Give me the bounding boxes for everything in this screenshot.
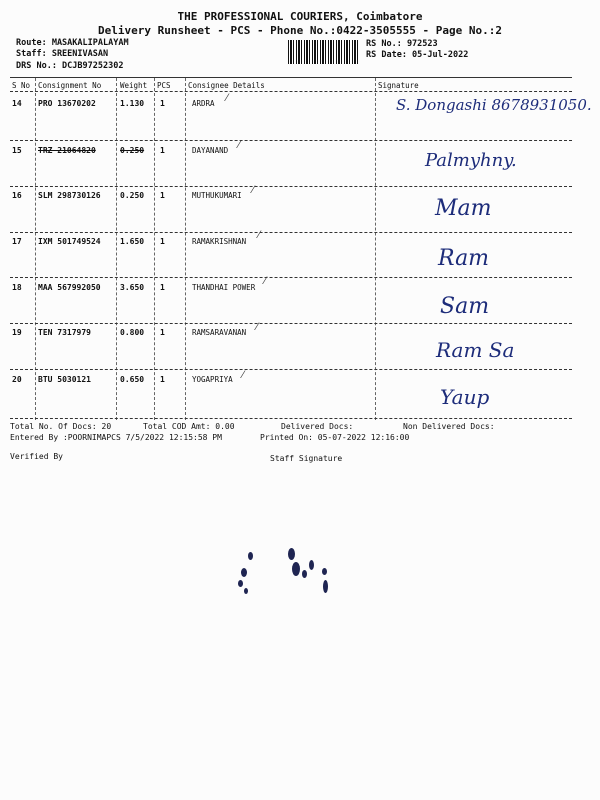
row-consignment: PRO 13670202 xyxy=(38,99,96,108)
row-weight: 3.650 xyxy=(120,283,145,292)
row-weight: 1.650 xyxy=(120,237,145,246)
col-header-sno: S No xyxy=(12,81,31,90)
drs-number: DRS No.: DCJB97252302 xyxy=(16,61,124,71)
row-pcs: 1 xyxy=(160,283,165,292)
row-sno: 17 xyxy=(12,237,22,246)
table-header-rule xyxy=(10,91,572,92)
col-header-pcs: PCS xyxy=(157,81,171,90)
row-sno: 15 xyxy=(12,146,22,155)
row-sno: 16 xyxy=(12,191,22,200)
entered-by: Entered By :POORNIMAPCS 7/5/2022 12:15:58 PM xyxy=(10,433,222,442)
barcode-image xyxy=(288,40,358,64)
verified-by: Verified By xyxy=(10,452,63,461)
row-divider xyxy=(10,186,572,187)
table-top-rule xyxy=(10,77,572,78)
tick-mark: ⁄ xyxy=(256,322,258,333)
row-consignment: BTU 5030121 xyxy=(38,375,91,384)
row-sno: 18 xyxy=(12,283,22,292)
delivered-docs: Delivered Docs: xyxy=(281,422,354,431)
row-consignee: YOGAPRIYA xyxy=(192,375,233,384)
staff-signature-label: Staff Signature xyxy=(270,454,343,463)
tick-mark: ⁄ xyxy=(242,370,244,381)
rs-number: RS No.: 972523 xyxy=(366,39,438,49)
company-title: THE PROFESSIONAL COURIERS, Coimbatore xyxy=(177,10,423,23)
col-header-weight: Weight xyxy=(120,81,148,90)
row-signature: Mam xyxy=(435,196,492,221)
row-pcs: 1 xyxy=(160,237,165,246)
printed-on: Printed On: 05-07-2022 12:16:00 xyxy=(260,433,410,442)
row-consignment: TRZ 21064820 xyxy=(38,146,96,155)
tick-mark: ⁄ xyxy=(252,185,254,196)
staff-label: Staff: SREENIVASAN xyxy=(16,49,109,59)
row-weight: 0.650 xyxy=(120,375,145,384)
row-sno: 19 xyxy=(12,328,22,337)
row-signature: Sam xyxy=(440,294,490,319)
row-signature: Yaup xyxy=(440,385,490,409)
row-consignee: MUTHUKUMARI xyxy=(192,191,242,200)
row-divider xyxy=(10,369,572,370)
row-signature: Palmyhny. xyxy=(425,150,517,171)
runsheet-subtitle: Delivery Runsheet - PCS - Phone No.:0422-3505555 - Page No.:2 xyxy=(98,24,502,37)
row-divider xyxy=(10,277,572,278)
row-consignment: SLM 298730126 xyxy=(38,191,101,200)
row-consignment: IXM 501749524 xyxy=(38,237,101,246)
row-weight: 0.800 xyxy=(120,328,145,337)
row-divider xyxy=(10,140,572,141)
row-pcs: 1 xyxy=(160,375,165,384)
row-consignment: MAA 567992050 xyxy=(38,283,101,292)
rs-date: RS Date: 05-Jul-2022 xyxy=(366,50,469,60)
col-header-signature: Signature xyxy=(378,81,419,90)
row-weight: 1.130 xyxy=(120,99,145,108)
total-cod: Total COD Amt: 0.00 xyxy=(143,422,235,431)
tick-mark: ⁄ xyxy=(226,93,228,104)
non-delivered-docs: Non Delivered Docs: xyxy=(403,422,495,431)
col-header-consignment: Consignment No xyxy=(38,81,102,90)
table-bottom-rule xyxy=(10,418,572,419)
tick-mark: ⁄ xyxy=(258,230,260,241)
tick-mark: ⁄ xyxy=(238,140,240,151)
row-divider xyxy=(10,323,572,324)
row-pcs: 1 xyxy=(160,99,165,108)
row-sno: 14 xyxy=(12,99,22,108)
row-sno: 20 xyxy=(12,375,22,384)
row-weight: 0.250 xyxy=(120,146,145,155)
row-signature: Ram xyxy=(438,246,490,271)
route-label: Route: MASAKALIPALAYAM xyxy=(16,38,129,48)
row-pcs: 1 xyxy=(160,328,165,337)
total-docs: Total No. Of Docs: 20 xyxy=(10,422,112,431)
row-consignee: DAYANAND xyxy=(192,146,229,155)
row-pcs: 1 xyxy=(160,191,165,200)
row-signature: Ram Sa xyxy=(436,338,515,362)
col-header-consignee: Consignee Details xyxy=(188,81,265,90)
row-consignee: THANDHAI POWER xyxy=(192,283,256,292)
row-consignee: ARDRA xyxy=(192,99,215,108)
tick-mark: ⁄ xyxy=(264,276,266,287)
row-consignment: TEN 7317979 xyxy=(38,328,91,337)
row-consignee: RAMSARAVANAN xyxy=(192,328,247,337)
row-consignee: RAMAKRISHNAN xyxy=(192,237,247,246)
row-weight: 0.250 xyxy=(120,191,145,200)
row-divider xyxy=(10,232,572,233)
row-pcs: 1 xyxy=(160,146,165,155)
row-signature: S. Dongashi 8678931050. xyxy=(396,96,592,114)
